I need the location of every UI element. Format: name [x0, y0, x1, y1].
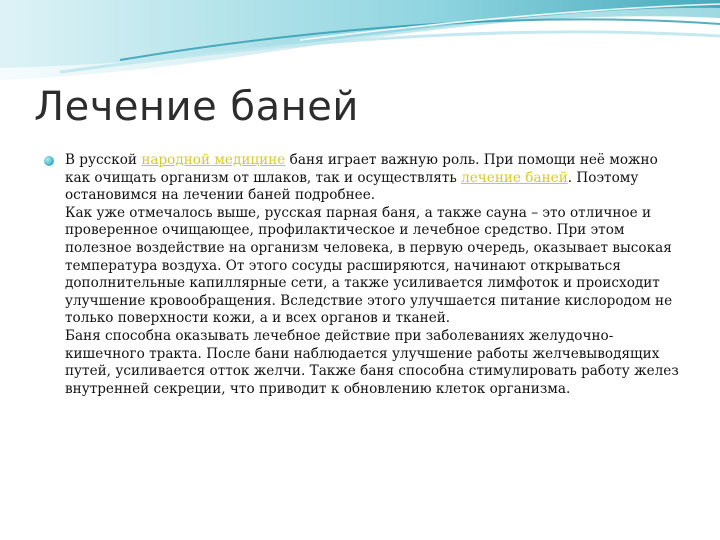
slide-body	[44, 152, 684, 398]
bullet-circle-icon	[44, 156, 54, 166]
intro-text-2: баня играет важную роль. При помощи неё можно как очищать организм от шлаков, так и осуществлять	[65, 152, 658, 186]
intro-text-3: . Поэтому остановимся на лечении баней подробнее.	[65, 169, 639, 204]
intro-text-1: В русской	[65, 152, 142, 168]
link-folk-medicine[interactable]: народной медицине	[141, 152, 286, 168]
link-bath-treatment[interactable]: лечение баней	[461, 169, 568, 186]
bullet-text	[65, 152, 684, 398]
paragraph-effects: Как уже отмечалось выше, русская парная баня, а также сауна – это отличное и проверенное очищающее, профилактическое и лечебное средство. При этом полезное воздействие на организм человека, в первую очередь, оказывает высокая температура воздуха. От этого сосуды расширяются, начинают открываться дополнительные капиллярные сети, а также усиливается лимфоток и происходит улучшение кровообращения. Вследствие этого улучшается питание кислородом не только поверхности кожи, а и всех органов и тканей.	[65, 204, 673, 327]
header-waves-decoration	[0, 0, 720, 90]
bullet-item	[44, 152, 684, 398]
paragraph-digestive: Баня способна оказывать лечебное действие при заболеваниях желудочно-кишечного тракта. После бани наблюдается улучшение работы желчевыводящих путей, усиливается отток желчи. Также баня способна стимулировать работу желез внутренней секреции, что приводит к обновлению клеток организма.	[65, 327, 679, 397]
paragraph-intro	[65, 152, 684, 205]
slide-title: Лечение баней	[34, 84, 359, 130]
